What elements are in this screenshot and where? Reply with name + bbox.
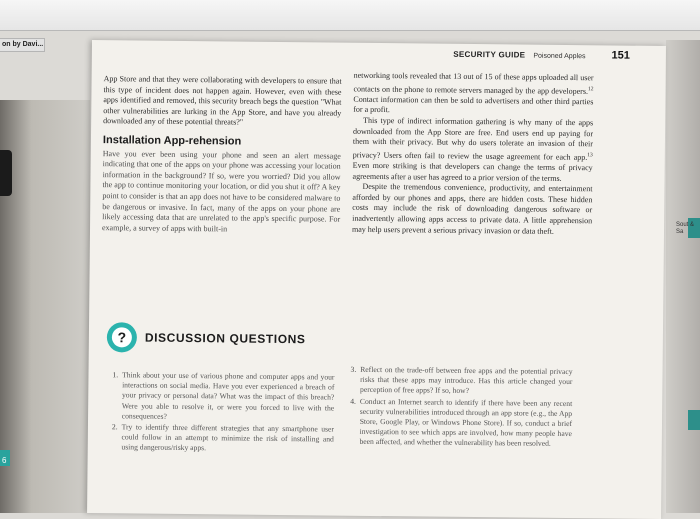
left-page-badge bbox=[0, 450, 10, 466]
questions-left-column bbox=[112, 370, 335, 456]
question-text: Reflect on the trade-off between free apps and the potential privacy risks that these apps may introduce. Has this article changed your perception of free apps? If so, how? bbox=[360, 364, 573, 396]
right-tab-marker bbox=[688, 410, 700, 430]
question-badge-icon bbox=[107, 322, 137, 352]
right-paragraph-3: Despite the tremendous convenience, productivity, and entertainment afforded by our phones and apps, there are hidden costs. These hidden costs may include the risk of downloading dangerous software or inadvertently allowing apps access to private data. A little apprehension may help users prevent a serious privacy invasion or data theft. bbox=[351, 182, 593, 236]
header-chapter: Poisoned Apples bbox=[533, 52, 586, 61]
question-item bbox=[112, 370, 335, 423]
question-item bbox=[350, 365, 572, 398]
question-mark: ? bbox=[112, 327, 132, 347]
left-intro-paragraph: App Store and that they were collaborating with developers to ensure that this type of incident does not happen again. However, even with these apps identified and removed, this security breach begs the question "What other vulnerabilities are lurking in the App Store, and have you already downloaded any of these potential threats?" bbox=[103, 74, 342, 127]
phone-image bbox=[0, 150, 12, 196]
right-p2-text: This type of indirect information gathering is why many of the apps downloaded from the App Store are free. End users end up paying for them with their privacy. But why do users tolerate an invasion of their privacy? Users often fail to review the usage agreement for each app. bbox=[352, 115, 594, 162]
left-background-page bbox=[0, 100, 90, 513]
question-number: 1. bbox=[112, 370, 119, 380]
browser-tab[interactable]: on by Davi... bbox=[0, 38, 45, 52]
question-text: Conduct an Internet search to identify if there have been any recent security vulnerabilities introduced through an app store (e.g., the App Store, Google Play, or Windows Phone Store). If so, conduct a brief investigation to see which apps are involved, how many people have been affected, and whether the vulnerability has been resolved. bbox=[359, 396, 573, 449]
right-paragraph-1 bbox=[353, 71, 593, 119]
question-text: Try to identify three different strategies that any smartphone user could follow in an attempt to minimize the risk of installing and using dangerous/risky apps. bbox=[121, 422, 334, 453]
right-column bbox=[352, 71, 594, 238]
questions-right-column bbox=[350, 365, 573, 451]
footnote-ref: 12 bbox=[587, 85, 594, 92]
right-background-page bbox=[666, 40, 700, 513]
subheading: Installation App-rehension bbox=[102, 134, 242, 148]
right-page-label: Sout & Sa bbox=[676, 222, 695, 235]
left-body-paragraph: Have you ever been using your phone and seen an alert message indicating that one of the apps on your phone was accessing your location information in the background? If so, were you worried? Did you allow the app to continue monitoring your location, or did you shut it off? A key point to consider is that an app does not have to be considered malware to be dangerous or invasive. In fact, many of the apps on your phone are likely accessing data that are unrelated to the app's specific purpose. For example, a survey of apps with built-in bbox=[101, 148, 341, 234]
discussion-title: DISCUSSION QUESTIONS bbox=[144, 330, 306, 347]
question-item bbox=[350, 396, 573, 449]
footnote-ref: 13 bbox=[587, 152, 593, 159]
page-number: 151 bbox=[611, 49, 630, 62]
right-p2b-text: Even more striking is that developers can change the terms of privacy agreements after a user has agreed to a prior version of the terms. bbox=[352, 160, 593, 183]
browser-top-bar bbox=[0, 0, 700, 31]
right-p1b-text: Contact information can then be sold to advertisers and other third parties for a profit. bbox=[353, 94, 594, 115]
header-section: SECURITY GUIDE bbox=[453, 49, 526, 60]
question-number: 4. bbox=[350, 396, 356, 406]
right-paragraph-2 bbox=[353, 116, 594, 185]
question-item bbox=[112, 422, 334, 455]
question-number: 3. bbox=[350, 364, 357, 374]
page-header bbox=[453, 48, 630, 62]
right-p1-text: networking tools revealed that 13 out of 15 of these apps uploaded all user contacts on the phone to remote servers managed by the app developers. bbox=[353, 70, 594, 96]
question-text: Think about your use of various phone and computer apps and your interactions on social media. Have you ever experienced a breach of your privacy or personal data? What was the impact of this breach? Were you able to resolve it, or were you forced to live with the consequences? bbox=[121, 370, 335, 421]
discussion-heading bbox=[107, 322, 306, 354]
book-page bbox=[87, 40, 666, 519]
left-badge-text: 6 bbox=[2, 456, 7, 465]
left-column bbox=[102, 74, 342, 236]
question-number: 2. bbox=[111, 422, 118, 432]
